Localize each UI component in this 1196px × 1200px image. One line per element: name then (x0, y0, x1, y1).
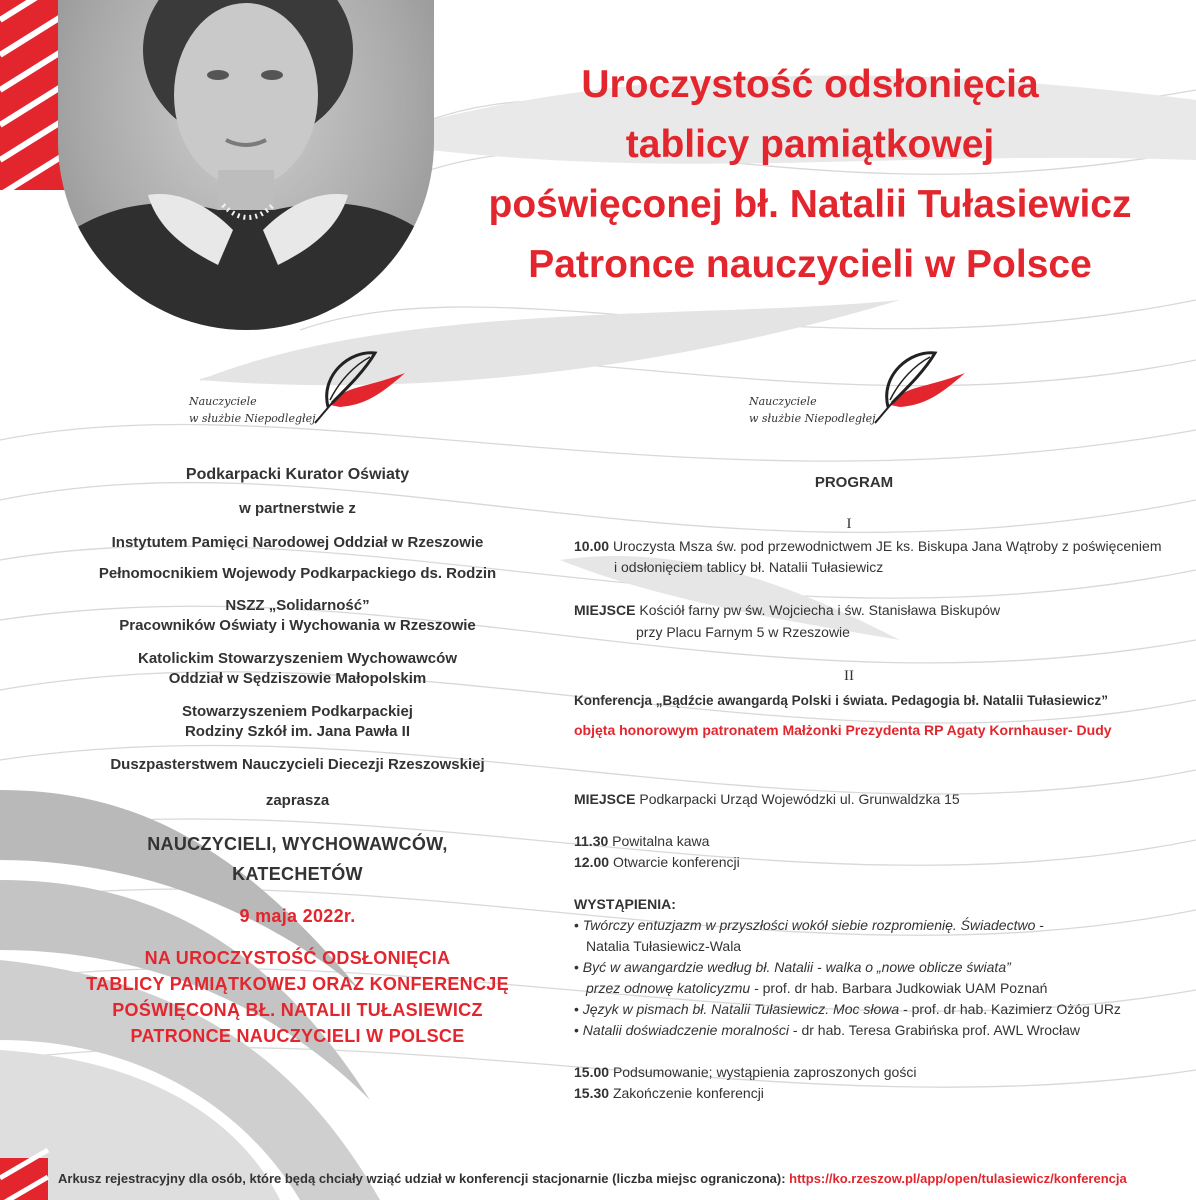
conference-label: Konferencja (574, 693, 653, 708)
partner-line-1: Instytutem Pamięci Narodowej Oddział w Rzeszowie (111, 534, 484, 551)
talk-3-speaker: - prof. dr hab. Kazimierz Ożóg URz (899, 1001, 1121, 1017)
coffee-row (574, 831, 709, 852)
bullet-icon: • (574, 959, 583, 975)
end-row (574, 1083, 764, 1104)
place-label: MIEJSCE (574, 602, 636, 618)
title-line-1: Uroczystość odsłonięcia (581, 63, 1039, 106)
talk-2-title-line-2: przez odnowę katolicyzmu (586, 980, 751, 996)
partner-line-2: Oddział w Sędziszowie Małopolskim (168, 670, 427, 687)
partner-line-2: Rodziny Szkół im. Jana Pawła II (184, 723, 411, 740)
event-date: 9 maja 2022r. (239, 906, 356, 926)
talk-2 (574, 957, 1011, 978)
poster-title (430, 55, 1190, 295)
talk-1-title: Twórczy entuzjazm w przyszłości wokół siebie rozpromienię. Świadectwo (582, 917, 1036, 933)
quill-icon (870, 345, 970, 425)
logo-text-line-2: w służbie Niepodległej (749, 412, 876, 425)
conference-row (574, 690, 1108, 711)
audience-line-1: NAUCZYCIELI, WYCHOWAWCÓW, (147, 834, 448, 854)
logo-text-line-1: Nauczyciele (189, 395, 257, 408)
partner-item (60, 596, 535, 636)
invites-label: zaprasza (265, 792, 330, 809)
event-line-4: PATRONCE NAUCZYCIELI W POLSCE (130, 1026, 465, 1046)
opening-time: 12.00 (574, 854, 610, 870)
part-2-numeral: II (844, 668, 854, 684)
organizers-column (60, 465, 535, 1049)
talk-4-title: Natalii doświadczenie moralności (582, 1022, 790, 1038)
logo-right (745, 345, 975, 435)
end-text: Zakończenie konferencji (612, 1085, 764, 1101)
talks-heading: WYSTĄPIENIA: (574, 896, 676, 912)
place-1-text: Kościół farny pw św. Wojciecha i św. Stanisława Biskupów (639, 602, 1001, 618)
partnership-label: w partnerstwie z (239, 500, 356, 517)
partner-item (60, 755, 535, 775)
talk-1 (574, 915, 1044, 936)
summary-text: Podsumowanie; wystąpienia zaproszonych gości (612, 1064, 917, 1080)
coffee-time: 11.30 (574, 833, 609, 849)
organizer: Podkarpacki Kurator Oświaty (185, 466, 410, 483)
talk-2-speaker: - prof. dr hab. Barbara Judkowiak UAM Poznań (750, 980, 1048, 996)
logo-left (185, 345, 415, 435)
talk-1-speaker: Natalia Tułasiewicz-Wala (586, 938, 742, 954)
coffee-text: Powitalna kawa (612, 833, 710, 849)
mass-row (574, 536, 1161, 557)
mass-time: 10.00 (574, 538, 610, 554)
logo-text-line-2: w służbie Niepodległej (189, 412, 316, 425)
opening-text: Otwarcie konferencji (612, 854, 740, 870)
place-2-text: Podkarpacki Urząd Wojewódzki ul. Grunwaldzka 15 (639, 791, 960, 807)
place-1-row (574, 600, 1000, 621)
event-line-3: POŚWIĘCONĄ BŁ. NATALII TUŁASIEWICZ (112, 1000, 483, 1020)
place-label: MIEJSCE (574, 791, 636, 807)
talk-2-line-2 (586, 978, 1047, 999)
quill-icon (310, 345, 410, 425)
partner-item (60, 533, 535, 553)
audience-line-2: KATECHETÓW (232, 864, 363, 884)
logo-text-line-1: Nauczyciele (749, 395, 817, 408)
partner-line-1: Stowarzyszeniem Podkarpackiej (182, 703, 413, 720)
event-line-2: TABLICY PAMIĄTKOWEJ ORAZ KONFERENCJĘ (86, 974, 509, 994)
part-1-numeral: I (846, 516, 852, 532)
talk-3 (574, 999, 1121, 1020)
title-line-3: poświęconej bł. Natalii Tułasiewicz (488, 183, 1132, 226)
event-line-1: NA UROCZYSTOŚĆ ODSŁONIĘCIA (144, 948, 451, 968)
conference-title: „Bądźcie awangardą Polski i świata. Pedagogia bł. Natalii Tułasiewicz” (655, 693, 1108, 708)
event-description (60, 945, 535, 1049)
end-time: 15.30 (574, 1085, 610, 1101)
talk-4-speaker: - dr hab. Teresa Grabińska prof. AWL Wrocław (789, 1022, 1081, 1038)
partner-item (60, 649, 535, 689)
partner-line-1: Katolickim Stowarzyszeniem Wychowawców (138, 650, 457, 667)
partner-line-1: Duszpasterstwem Nauczycieli Diecezji Rzeszowskiej (110, 756, 485, 773)
registration-text: Arkusz rejestracyjny dla osób, które będą chciały wziąć udział w konferencji stacjonarnie (liczba miejsc ograniczona): (58, 1171, 786, 1186)
partner-line-1: NSZZ „Solidarność” (225, 597, 370, 614)
partner-line-2: Pracowników Oświaty i Wychowania w Rzeszowie (119, 617, 476, 634)
program-heading: PROGRAM (814, 474, 894, 491)
talk-2-title-line-1: Być w awangardzie według bł. Natalii - walka o „nowe oblicze świata” (582, 959, 1011, 975)
title-line-2: tablicy pamiątkowej (625, 123, 995, 166)
partner-item (60, 702, 535, 742)
summary-time: 15.00 (574, 1064, 610, 1080)
bullet-icon: • (574, 1022, 583, 1038)
bullet-icon: • (574, 917, 583, 933)
talk-3-title: Język w pismach bł. Natalii Tułasiewicz. Moc słowa (582, 1001, 900, 1017)
talk-4 (574, 1020, 1080, 1041)
place-1-line-2: przy Placu Farnym 5 w Rzeszowie (636, 624, 850, 640)
title-line-4: Patronce nauczycieli w Polsce (528, 243, 1092, 286)
summary-row (574, 1062, 916, 1083)
mass-text: Uroczysta Msza św. pod przewodnictwem JE ks. Biskupa Jana Wątroby z poświęceniem (612, 538, 1162, 554)
opening-row (574, 852, 740, 873)
mass-text-line-2: i odsłonięciem tablicy bł. Natalii Tułasiewicz (614, 559, 884, 575)
partner-line-1: Pełnomocnikiem Wojewody Podkarpackiego ds. Rodzin (98, 565, 497, 582)
registration-footer (58, 1171, 1196, 1186)
registration-link[interactable]: https://ko.rzeszow.pl/app/open/tulasiewicz/konferencja (789, 1171, 1127, 1186)
bullet-icon: • (574, 1001, 583, 1017)
partner-item (60, 564, 535, 584)
talk-1-suffix: - (1035, 917, 1044, 933)
patronage: objęta honorowym patronatem Małżonki Prezydenta RP Agaty Kornhauser- Dudy (574, 722, 1112, 738)
place-2-row (574, 789, 960, 810)
